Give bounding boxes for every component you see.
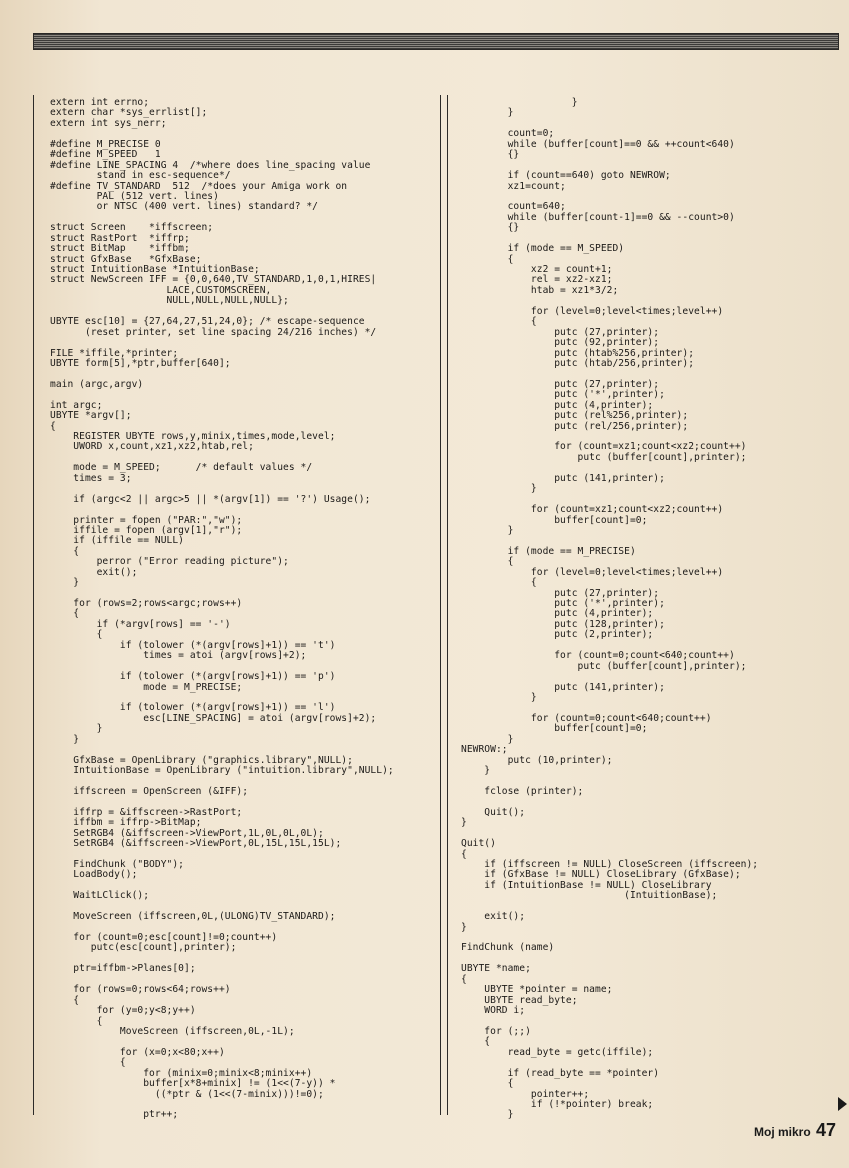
code-line: if (tolower (*(argv[rows]+1)) == 'l') bbox=[50, 702, 336, 714]
code-line: buffer[count]=0; bbox=[461, 723, 648, 735]
code-line: WORD i; bbox=[461, 1005, 526, 1017]
code-line: { bbox=[50, 1057, 126, 1069]
code-line: } bbox=[50, 733, 80, 745]
triangle-right-icon bbox=[838, 1097, 847, 1111]
code-line: putc (buffer[count],printer); bbox=[461, 451, 747, 463]
code-line: ((*ptr & (1<<(7-minix)))!=0); bbox=[50, 1088, 324, 1100]
code-line: for (count=0;count<640;count++) bbox=[461, 650, 735, 662]
code-line: htab = xz1*3/2; bbox=[461, 284, 619, 296]
code-line: } bbox=[461, 817, 467, 829]
code-line: } bbox=[50, 577, 80, 589]
code-line: for (level=0;level<times;level++) bbox=[461, 305, 724, 317]
code-line: while (buffer[count-1]==0 && --count>0) bbox=[461, 211, 735, 223]
code-line: struct NewScreen IFF = {0,0,640,TV_STANDARD,1,0,1,HIRES| bbox=[50, 274, 377, 286]
code-listing-right-column bbox=[461, 98, 841, 1121]
code-line: if (tolower (*(argv[rows]+1)) == 'p') bbox=[50, 671, 336, 683]
code-line: if (mode == M_SPEED) bbox=[461, 243, 625, 255]
code-line: UBYTE form[5],*ptr,buffer[640]; bbox=[50, 357, 231, 369]
code-line: exit(); bbox=[50, 566, 138, 578]
code-line: putc (92,printer); bbox=[461, 337, 660, 349]
code-line: putc ('*',printer); bbox=[461, 389, 665, 401]
code-line: putc (141,printer); bbox=[461, 472, 665, 484]
page-footer bbox=[730, 1120, 840, 1144]
code-line: count=0; bbox=[461, 128, 555, 140]
code-line: #define TV_STANDARD 512 /*does your Amiga work on bbox=[50, 180, 348, 192]
code-line: { bbox=[461, 973, 467, 985]
code-line: extern int errno; bbox=[50, 97, 150, 108]
left-column-rule bbox=[33, 95, 34, 1115]
code-line: if (iffile == NULL) bbox=[50, 535, 184, 547]
code-line: putc (rel/256,printer); bbox=[461, 420, 689, 432]
code-line: REGISTER UBYTE rows,y,minix,times,mode,level; bbox=[50, 431, 336, 442]
code-line: stand in esc-sequence*/ bbox=[50, 170, 231, 182]
code-line: (IntuitionBase); bbox=[461, 890, 718, 902]
code-line: ptr=iffbm->Planes[0]; bbox=[50, 963, 196, 975]
code-line: UBYTE *argv[]; bbox=[50, 410, 132, 422]
code-line: times = atoi (argv[rows]+2); bbox=[50, 650, 307, 662]
code-line: while (buffer[count]==0 && ++count<640) bbox=[461, 138, 735, 150]
code-line: {} bbox=[461, 222, 520, 234]
code-line: } bbox=[461, 691, 537, 703]
code-line: perror ("Error reading picture"); bbox=[50, 556, 289, 568]
code-line: putc (buffer[count],printer); bbox=[461, 660, 747, 672]
code-line: buffer[x*8+minix] != (1<<(7-y)) * bbox=[50, 1078, 336, 1090]
code-line: } bbox=[461, 524, 514, 536]
code-line: } bbox=[50, 723, 103, 735]
code-line: } bbox=[461, 765, 491, 776]
code-line: #define LINE_SPACING 4 /*where does line_spacing value bbox=[50, 159, 371, 171]
code-line bbox=[50, 390, 435, 400]
code-line: putc(esc[count],printer); bbox=[50, 942, 237, 954]
code-line: putc (10,printer); bbox=[461, 754, 613, 766]
code-line: struct Screen *iffscreen; bbox=[50, 222, 214, 234]
code-line: putc (27,printer); bbox=[461, 326, 660, 338]
code-line: buffer[count]=0; bbox=[461, 514, 648, 526]
code-line: if (GfxBase != NULL) CloseLibrary (GfxBase); bbox=[461, 869, 741, 881]
code-line: if (!*pointer) break; bbox=[461, 1099, 654, 1110]
code-line: for (level=0;level<times;level++) bbox=[461, 566, 724, 578]
code-line: putc (141,printer); bbox=[461, 681, 665, 693]
code-line: Quit(); bbox=[461, 806, 526, 818]
code-line: xz1=count; bbox=[461, 180, 566, 192]
code-line: putc (rel%256,printer); bbox=[461, 410, 689, 422]
code-line bbox=[461, 672, 841, 682]
code-line: for (count=0;count<640;count++) bbox=[461, 712, 712, 724]
code-line: rel = xz2-xz1; bbox=[461, 274, 613, 286]
code-line: UBYTE *name; bbox=[461, 963, 531, 975]
code-line: { bbox=[461, 1036, 491, 1048]
code-line: for (minix=0;minix<8;minix++) bbox=[50, 1067, 313, 1079]
code-line: if (IntuitionBase != NULL) CloseLibrary bbox=[461, 879, 712, 891]
code-line: GfxBase = OpenLibrary ("graphics.library",NULL); bbox=[50, 754, 353, 766]
center-column-rule bbox=[440, 95, 441, 1115]
code-line: or NTSC (400 vert. lines) standard? */ bbox=[50, 201, 318, 213]
code-line: putc (27,printer); bbox=[461, 378, 660, 390]
code-line: for (rows=2;rows<argc;rows++) bbox=[50, 598, 243, 609]
code-line: putc (htab/256,printer); bbox=[461, 357, 695, 369]
code-line: UBYTE read_byte; bbox=[461, 994, 578, 1006]
code-line: { bbox=[461, 556, 514, 568]
code-line: for (count=xz1;count<xz2;count++) bbox=[461, 441, 747, 453]
code-line: mode = M_PRECISE; bbox=[50, 681, 243, 693]
code-line: for (y=0;y<8;y++) bbox=[50, 1005, 196, 1017]
code-line: } bbox=[461, 483, 537, 495]
code-line: if (iffscreen != NULL) CloseScreen (iffscreen); bbox=[461, 858, 759, 870]
magazine-name: Moj mikro bbox=[754, 1125, 811, 1139]
code-line: MoveScreen (iffscreen,0L,-1L); bbox=[50, 1025, 295, 1037]
code-line: extern int sys_nerr; bbox=[50, 117, 167, 129]
header-bar bbox=[33, 33, 839, 50]
code-line: exit(); bbox=[461, 911, 526, 923]
code-line: extern char *sys_errlist[]; bbox=[50, 107, 208, 119]
code-line: { bbox=[50, 420, 56, 432]
code-line: { bbox=[461, 848, 467, 860]
code-line: UBYTE esc[10] = {27,64,27,51,24,0}; /* escape-sequence bbox=[50, 316, 365, 328]
code-line: count=640; bbox=[461, 201, 566, 213]
code-line: UBYTE *pointer = name; bbox=[461, 984, 613, 996]
code-line: iffile = fopen (argv[1],"r"); bbox=[50, 524, 243, 536]
code-line: { bbox=[50, 1015, 103, 1027]
code-line: { bbox=[461, 577, 537, 589]
code-line: for (rows=0;rows<64;rows++) bbox=[50, 984, 231, 996]
code-line: #define M_PRECISE 0 bbox=[50, 138, 161, 150]
code-line: putc (128,printer); bbox=[461, 618, 665, 630]
code-line: IntuitionBase = OpenLibrary ("intuition.library",NULL); bbox=[50, 765, 394, 776]
code-line: printer = fopen ("PAR:","w"); bbox=[50, 514, 243, 526]
code-line: { bbox=[461, 253, 514, 265]
code-line: if (argc<2 || argc>5 || *(argv[1]) == '?') Usage(); bbox=[50, 493, 371, 505]
code-line: ptr++; bbox=[50, 1109, 179, 1121]
code-line: #define M_SPEED 1 bbox=[50, 149, 161, 161]
code-line: putc (4,printer); bbox=[461, 399, 654, 411]
code-line: esc[LINE_SPACING] = atoi (argv[rows]+2); bbox=[50, 712, 377, 724]
code-line: fclose (printer); bbox=[461, 785, 584, 797]
code-line: putc (4,printer); bbox=[461, 608, 654, 620]
code-line: FILE *iffile,*printer; bbox=[50, 347, 179, 359]
code-line bbox=[50, 745, 435, 755]
code-line: iffbm = iffrp->BitMap; bbox=[50, 817, 202, 829]
code-line: putc ('*',printer); bbox=[461, 598, 665, 609]
code-line: { bbox=[50, 994, 80, 1006]
code-line: putc (htab%256,printer); bbox=[461, 347, 695, 359]
code-line: } bbox=[461, 107, 514, 119]
code-line: if (count==640) goto NEWROW; bbox=[461, 170, 671, 182]
code-line: LoadBody(); bbox=[50, 869, 138, 881]
code-line bbox=[461, 829, 841, 839]
code-line: read_byte = getc(iffile); bbox=[461, 1046, 654, 1058]
code-line: iffscreen = OpenScreen (&IFF); bbox=[50, 785, 249, 797]
code-line: struct BitMap *iffbm; bbox=[50, 243, 190, 255]
code-listing-left-column bbox=[50, 98, 435, 1121]
code-line: iffrp = &iffscreen->RastPort; bbox=[50, 806, 243, 818]
code-line: FindChunk (name) bbox=[461, 942, 555, 954]
code-line: SetRGB4 (&iffscreen->ViewPort,1L,0L,0L,0L); bbox=[50, 827, 324, 839]
code-line: LACE,CUSTOMSCREEN, bbox=[50, 284, 272, 296]
code-line: if (read_byte == *pointer) bbox=[461, 1067, 660, 1079]
code-line: { bbox=[461, 1078, 514, 1090]
code-line: if (mode == M_PRECISE) bbox=[461, 545, 636, 557]
code-line: for (count=0;esc[count]!=0;count++) bbox=[50, 932, 278, 943]
code-line: WaitLClick(); bbox=[50, 890, 150, 902]
code-line: { bbox=[461, 316, 537, 328]
code-line: pointer++; bbox=[461, 1088, 590, 1100]
code-line: struct RastPort *iffrp; bbox=[50, 232, 190, 244]
code-line: if (tolower (*(argv[rows]+1)) == 't') bbox=[50, 639, 336, 651]
code-line: {} bbox=[461, 149, 520, 161]
code-line: NULL,NULL,NULL,NULL}; bbox=[50, 295, 289, 307]
code-line: UWORD x,count,xz1,xz2,htab,rel; bbox=[50, 441, 254, 453]
code-line: struct GfxBase *GfxBase; bbox=[50, 253, 202, 265]
code-line: SetRGB4 (&iffscreen->ViewPort,0L,15L,15L,15L); bbox=[50, 838, 342, 850]
code-line: putc (2,printer); bbox=[461, 629, 654, 641]
code-line: for (;;) bbox=[461, 1025, 531, 1037]
code-line: } bbox=[461, 1109, 514, 1121]
code-line: for (x=0;x<80;x++) bbox=[50, 1046, 225, 1058]
center-column-rule-2 bbox=[447, 95, 448, 1115]
code-line: MoveScreen (iffscreen,0L,(ULONG)TV_STANDARD); bbox=[50, 911, 336, 923]
code-line: } bbox=[461, 921, 467, 933]
code-line: NEWROW:; bbox=[461, 744, 508, 756]
code-line: } bbox=[461, 97, 578, 108]
code-line: int argc; bbox=[50, 399, 103, 411]
code-line: times = 3; bbox=[50, 472, 132, 484]
code-line: PAL (512 vert. lines) bbox=[50, 190, 219, 202]
code-line: { bbox=[50, 608, 80, 620]
code-line: (reset printer, set line spacing 24/216 inches) */ bbox=[50, 326, 377, 338]
code-line: putc (27,printer); bbox=[461, 587, 660, 599]
code-line: Quit() bbox=[461, 838, 496, 850]
page-number: 47 bbox=[816, 1120, 837, 1140]
code-line: mode = M_SPEED; /* default values */ bbox=[50, 462, 313, 474]
code-line bbox=[50, 338, 435, 348]
code-line: xz2 = count+1; bbox=[461, 264, 613, 275]
code-line: if (*argv[rows] == '-') bbox=[50, 618, 231, 630]
code-line: FindChunk ("BODY"); bbox=[50, 858, 184, 870]
code-line bbox=[50, 505, 435, 515]
code-line: { bbox=[50, 545, 80, 557]
code-line: struct IntuitionBase *IntuitionBase; bbox=[50, 264, 260, 275]
code-line: main (argc,argv) bbox=[50, 378, 144, 390]
code-line: } bbox=[461, 733, 514, 745]
code-line: { bbox=[50, 629, 103, 641]
code-line: for (count=xz1;count<xz2;count++) bbox=[461, 504, 724, 516]
